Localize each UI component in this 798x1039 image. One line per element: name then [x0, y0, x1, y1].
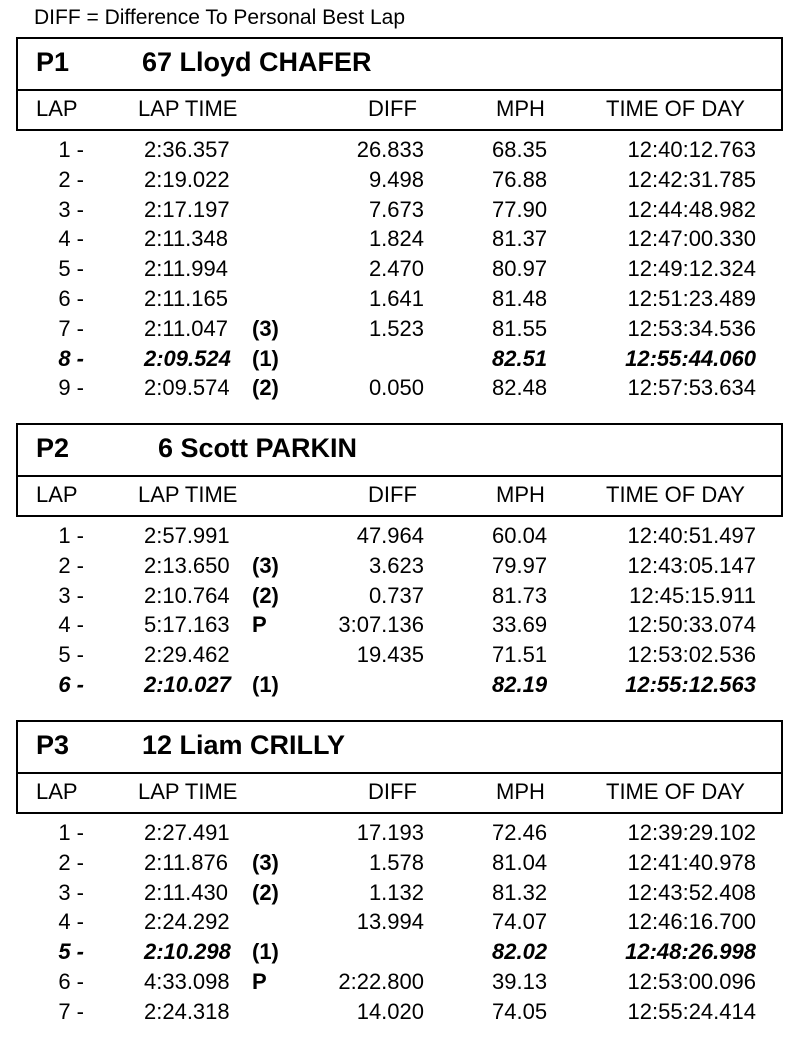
mph-value: 82.51	[492, 345, 548, 371]
rank-mark: (3)	[252, 849, 279, 875]
lap-time: 2:10.027	[144, 671, 231, 697]
lap-row	[16, 195, 783, 225]
time-of-day: 12:43:05.147	[627, 552, 756, 578]
lap-number: 4 -	[58, 612, 84, 638]
lap-number: 1 -	[58, 820, 84, 845]
lap-time: 2:11.047	[144, 315, 229, 341]
driver-header	[16, 423, 783, 477]
lap-rows	[16, 521, 783, 700]
time-of-day: 12:44:48.982	[627, 196, 756, 222]
diff-value: 1.578	[368, 849, 424, 875]
lap-time: 2:11.430	[144, 879, 229, 905]
lap-number: 3 -	[58, 582, 84, 608]
diff-value: 1.132	[368, 879, 424, 905]
diff-value: 0.050	[368, 375, 424, 401]
lap-time: 2:11.348	[144, 226, 229, 252]
diff-value: 1.523	[368, 315, 424, 341]
lap-row	[16, 373, 783, 403]
lap-time: 2:11.165	[144, 285, 229, 311]
col-time-of-day: TIME OF DAY	[606, 96, 745, 121]
time-of-day: 12:51:23.489	[627, 285, 756, 311]
time-of-day: 12:55:24.414	[627, 998, 756, 1024]
rank-mark: (1)	[252, 345, 279, 371]
mph-value: 39.13	[492, 968, 548, 994]
rank-mark: (1)	[252, 671, 279, 697]
mph-value: 71.51	[492, 642, 548, 668]
mph-value: 81.48	[492, 285, 548, 311]
lap-row	[16, 818, 783, 848]
lap-time: 2:13.650	[144, 552, 230, 578]
lap-time: 2:09.574	[144, 375, 230, 401]
diff-value: 13.994	[356, 909, 424, 935]
col-mph: MPH	[496, 482, 545, 507]
time-of-day: 12:40:12.763	[627, 137, 756, 162]
diff-value: 7.673	[368, 196, 424, 222]
rank-mark: (2)	[252, 375, 279, 401]
mph-value: 82.48	[492, 375, 548, 401]
lap-row	[16, 254, 783, 284]
mph-value: 33.69	[492, 612, 548, 638]
rank-mark: (3)	[252, 552, 279, 578]
rank-mark: (1)	[252, 939, 279, 965]
lap-time: 2:11.876	[144, 849, 229, 875]
diff-value: 0.737	[368, 582, 424, 608]
lap-number: 1 -	[58, 523, 84, 548]
best-lap-row	[16, 670, 783, 700]
mph-value: 80.97	[492, 256, 548, 282]
col-lap: LAP	[36, 779, 78, 804]
position-label: P3	[36, 730, 70, 760]
col-lap: LAP	[36, 96, 78, 121]
col-lap: LAP	[36, 482, 78, 507]
mph-value: 81.73	[492, 582, 548, 608]
time-of-day: 12:48:26.998	[625, 939, 756, 965]
rank-mark: (2)	[252, 582, 279, 608]
lap-time: 2:19.022	[144, 166, 230, 192]
time-of-day: 12:53:02.536	[627, 642, 756, 668]
lap-number: 4 -	[58, 909, 84, 935]
mph-value: 82.02	[492, 939, 548, 965]
lap-number: 7 -	[58, 315, 84, 341]
mph-value: 68.35	[492, 137, 548, 162]
diff-value: 1.641	[368, 285, 424, 311]
lap-number: 3 -	[58, 879, 84, 905]
column-header-row	[16, 89, 783, 131]
lap-row	[16, 551, 783, 581]
lap-number: 2 -	[58, 849, 84, 875]
time-of-day: 12:47:00.330	[627, 226, 756, 252]
col-time-of-day: TIME OF DAY	[606, 482, 745, 507]
lap-row	[16, 521, 783, 551]
col-mph: MPH	[496, 779, 545, 804]
rank-mark: P	[252, 612, 267, 638]
time-of-day: 12:42:31.785	[627, 166, 756, 192]
lap-number: 6 -	[58, 285, 84, 311]
lap-row	[16, 284, 783, 314]
legend-text: DIFF = Difference To Personal Best Lap	[34, 6, 405, 29]
lap-time: 2:09.524	[144, 345, 231, 371]
diff-value: 19.435	[356, 642, 424, 668]
diff-value: 3.623	[368, 552, 424, 578]
lap-number: 8 -	[58, 345, 84, 371]
lap-number: 4 -	[58, 226, 84, 252]
lap-time: 2:10.764	[144, 582, 230, 608]
lap-row	[16, 610, 783, 640]
lap-row	[16, 907, 783, 937]
col-diff: DIFF	[368, 96, 417, 121]
lap-number: 3 -	[58, 196, 84, 222]
time-of-day: 12:50:33.074	[627, 612, 756, 638]
column-header-row	[16, 475, 783, 517]
mph-value: 72.46	[492, 820, 548, 845]
lap-row	[16, 640, 783, 670]
diff-value: 2:22.800	[338, 968, 424, 994]
lap-row	[16, 224, 783, 254]
diff-value: 26.833	[356, 137, 424, 162]
driver-name: 67 Lloyd CHAFER	[142, 47, 372, 77]
lap-time: 2:24.292	[144, 909, 230, 935]
lap-number: 6 -	[58, 968, 84, 994]
lap-rows	[16, 818, 783, 1027]
position-label: P1	[36, 47, 70, 77]
time-of-day: 12:49:12.324	[627, 256, 756, 282]
mph-value: 81.37	[492, 226, 548, 252]
diff-value: 17.193	[356, 820, 424, 845]
lap-row	[16, 135, 783, 165]
lap-time: 2:17.197	[144, 196, 230, 222]
mph-value: 60.04	[492, 523, 548, 548]
time-of-day: 12:53:00.096	[627, 968, 756, 994]
lap-time: 2:27.491	[144, 820, 230, 845]
col-diff: DIFF	[368, 779, 417, 804]
lap-row	[16, 967, 783, 997]
driver-header	[16, 37, 783, 91]
mph-value: 77.90	[492, 196, 548, 222]
rank-mark: (2)	[252, 879, 279, 905]
lap-time: 2:29.462	[144, 642, 230, 668]
time-of-day: 12:46:16.700	[627, 909, 756, 935]
lap-time: 2:10.298	[144, 939, 231, 965]
time-of-day: 12:55:12.563	[625, 671, 756, 697]
best-lap-row	[16, 344, 783, 374]
mph-value: 81.32	[492, 879, 548, 905]
lap-row	[16, 165, 783, 195]
column-header-row	[16, 772, 783, 814]
mph-value: 82.19	[492, 671, 548, 697]
lap-time: 2:24.318	[144, 998, 230, 1024]
lap-time: 5:17.163	[144, 612, 230, 638]
time-of-day: 12:45:15.911	[629, 582, 756, 608]
rank-mark: P	[252, 968, 267, 994]
lap-row	[16, 997, 783, 1027]
lap-rows	[16, 135, 783, 403]
lap-time: 2:11.994	[144, 256, 229, 282]
lap-number: 2 -	[58, 166, 84, 192]
time-of-day: 12:53:34.536	[627, 315, 756, 341]
mph-value: 81.55	[492, 315, 548, 341]
diff-value: 9.498	[368, 166, 424, 192]
lap-number: 7 -	[58, 998, 84, 1024]
diff-value: 47.964	[356, 523, 424, 548]
lap-number: 5 -	[58, 256, 84, 282]
lap-row	[16, 581, 783, 611]
time-of-day: 12:41:40.978	[627, 849, 756, 875]
diff-value: 14.020	[356, 998, 424, 1024]
lap-row	[16, 314, 783, 344]
lap-time: 2:57.991	[144, 523, 230, 548]
diff-value: 1.824	[368, 226, 424, 252]
time-of-day: 12:57:53.634	[627, 375, 756, 401]
best-lap-row	[16, 937, 783, 967]
time-of-day: 12:43:52.408	[627, 879, 756, 905]
lap-number: 5 -	[58, 939, 84, 965]
rank-mark: (3)	[252, 315, 279, 341]
lap-number: 6 -	[58, 671, 84, 697]
lap-row	[16, 878, 783, 908]
time-of-day: 12:55:44.060	[625, 345, 756, 371]
position-label: P2	[36, 433, 70, 463]
mph-value: 79.97	[492, 552, 548, 578]
mph-value: 74.05	[492, 998, 548, 1024]
lap-number: 5 -	[58, 642, 84, 668]
lap-row	[16, 848, 783, 878]
lap-number: 9 -	[58, 375, 84, 401]
time-of-day: 12:40:51.497	[627, 523, 756, 548]
time-of-day: 12:39:29.102	[627, 820, 756, 845]
driver-name: 12 Liam CRILLY	[142, 730, 346, 760]
lap-number: 1 -	[58, 137, 84, 162]
col-time-of-day: TIME OF DAY	[606, 779, 745, 804]
lap-number: 2 -	[58, 552, 84, 578]
mph-value: 81.04	[492, 849, 548, 875]
diff-value: 2.470	[368, 256, 424, 282]
lap-time: 4:33.098	[144, 968, 230, 994]
col-mph: MPH	[496, 96, 545, 121]
mph-value: 74.07	[492, 909, 548, 935]
col-lap-time: LAP TIME	[138, 96, 238, 121]
mph-value: 76.88	[492, 166, 548, 192]
driver-name: 6 Scott PARKIN	[158, 433, 358, 463]
col-lap-time: LAP TIME	[138, 482, 238, 507]
diff-value: 3:07.136	[338, 612, 424, 638]
driver-header	[16, 720, 783, 774]
col-diff: DIFF	[368, 482, 417, 507]
lap-time: 2:36.357	[144, 137, 230, 162]
col-lap-time: LAP TIME	[138, 779, 238, 804]
